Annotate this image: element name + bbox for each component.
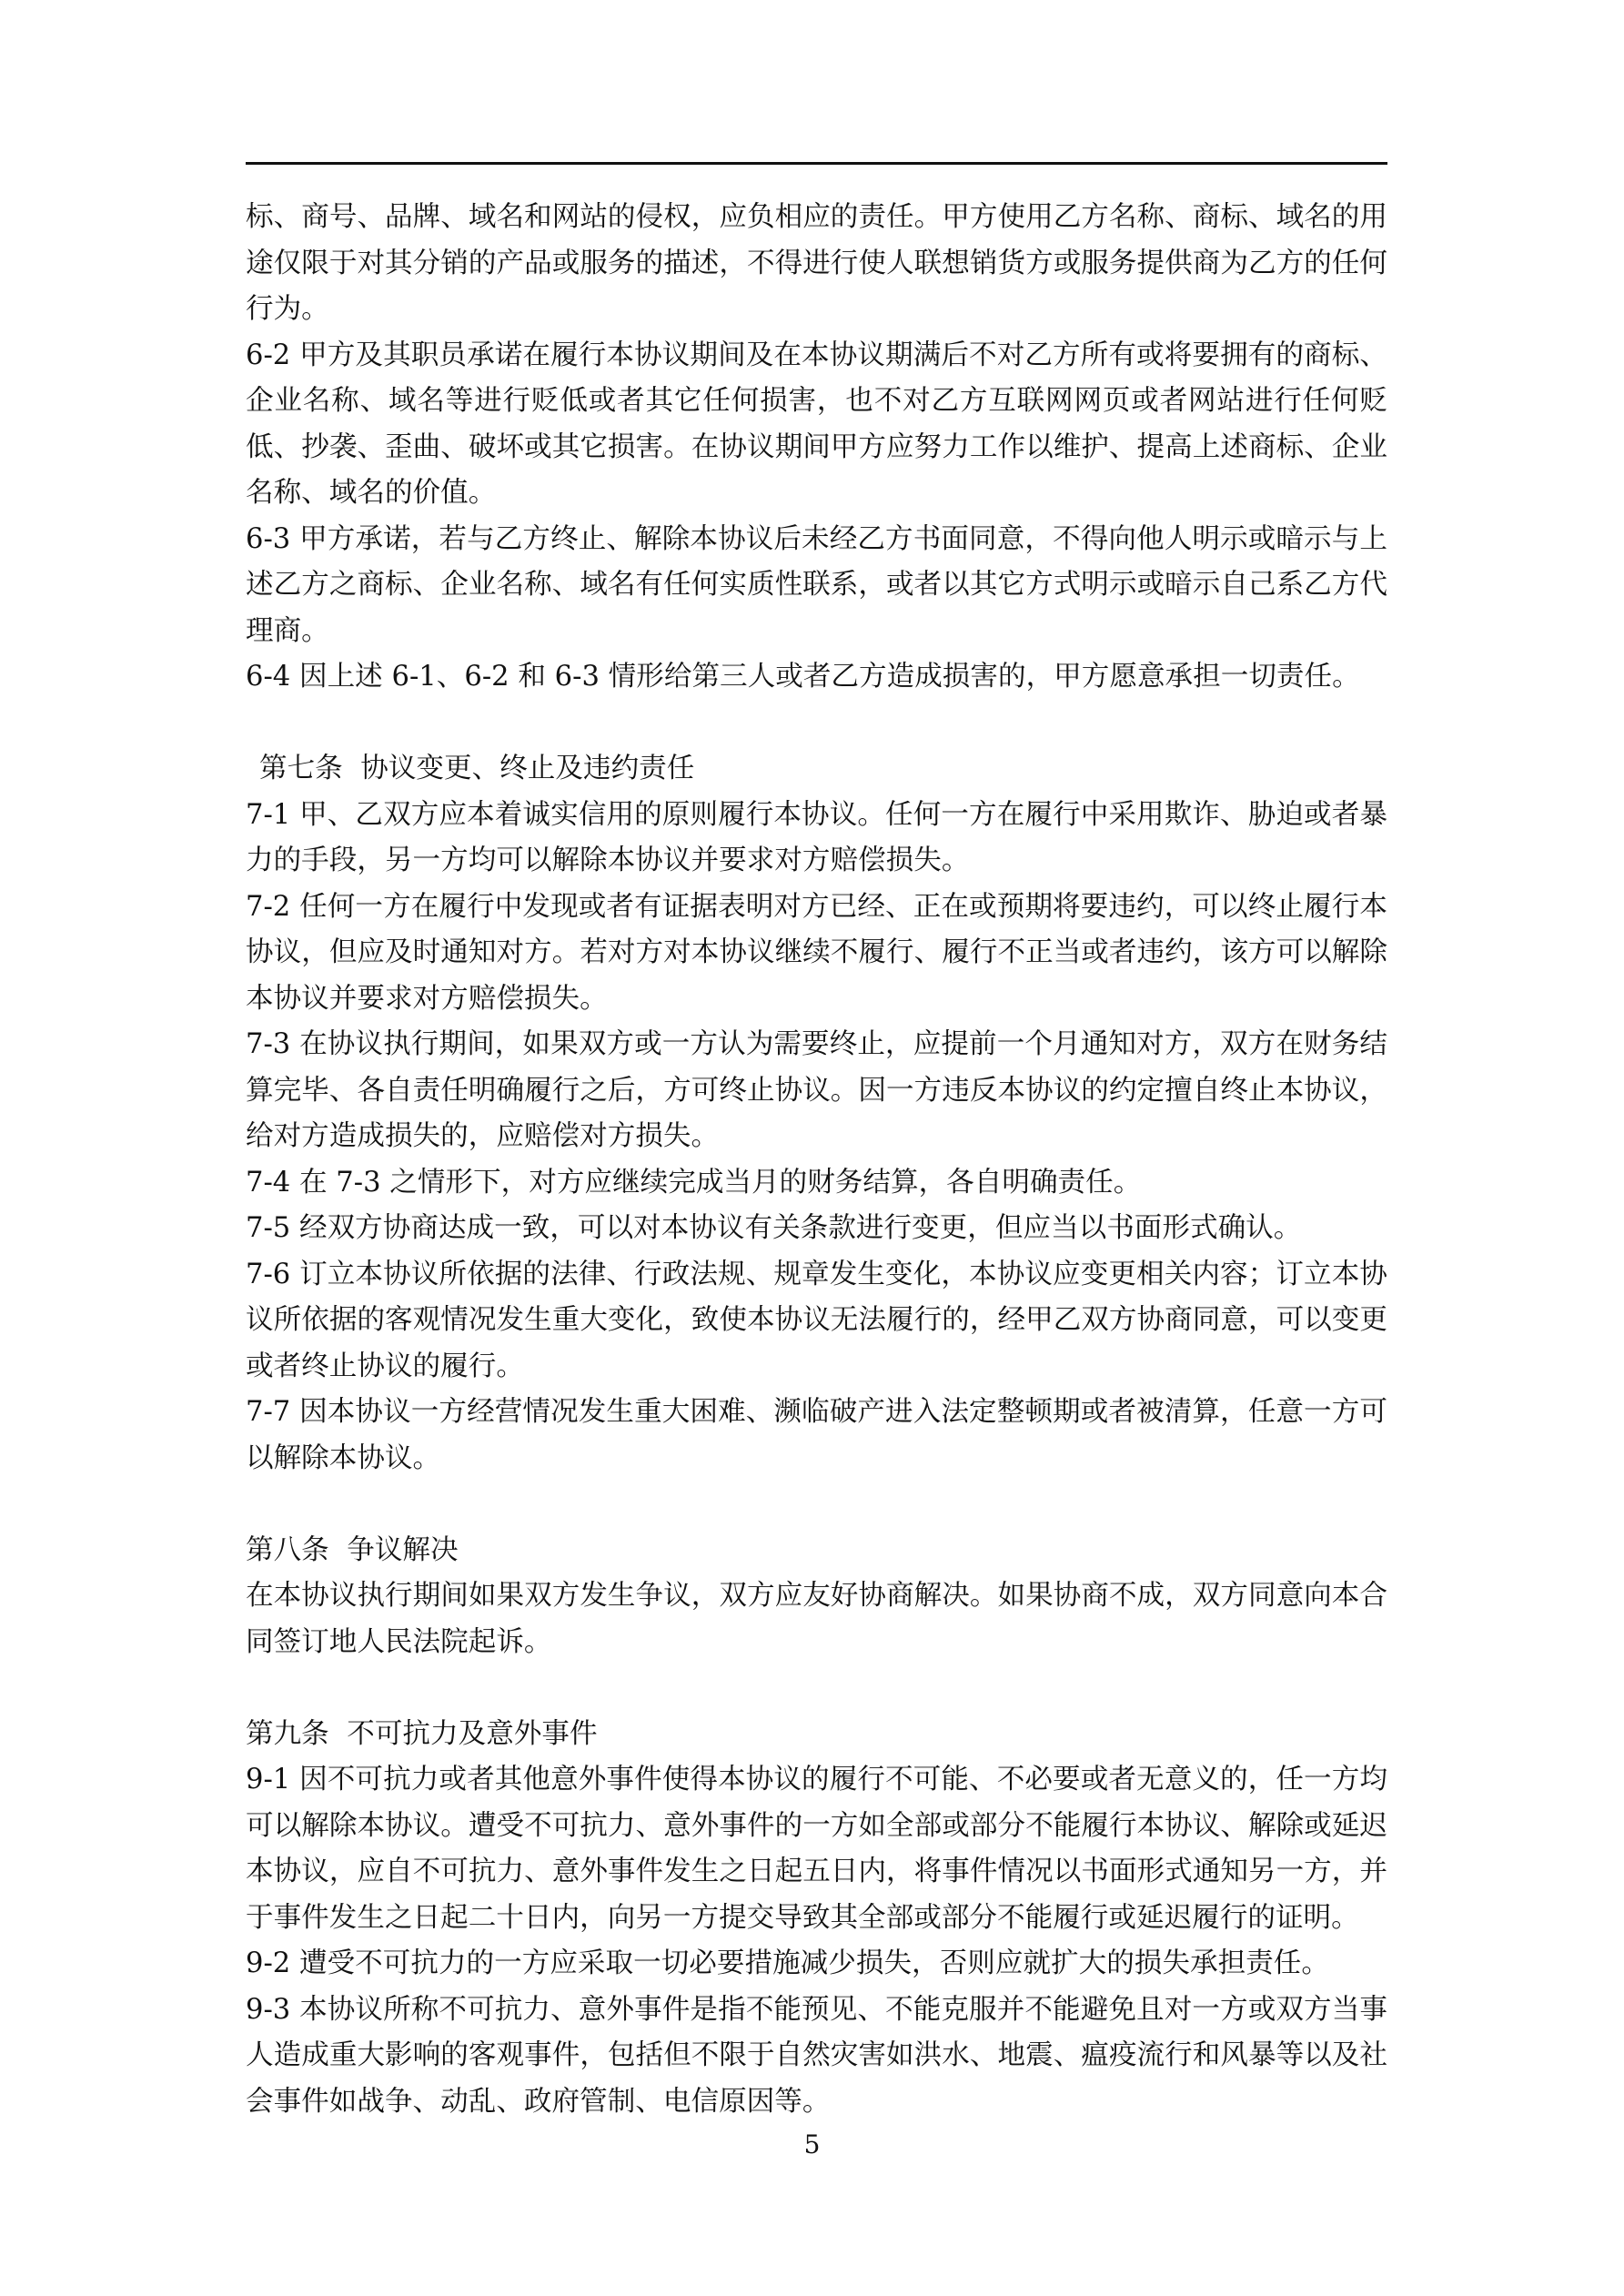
clause-6-4: 6-4 因上述 6-1、6-2 和 6-3 情形给第三人或者乙方造成损害的，甲方愿意承担一切责任。 bbox=[246, 661, 1360, 693]
clause-7-5: 7-5 经双方协商达成一致，可以对本协议有关条款进行变更，但应当以书面形式确认。 bbox=[246, 1212, 1302, 1244]
section-heading-article-8: 第八条 争议解决 bbox=[246, 1533, 459, 1566]
section-heading-article-9: 第九条 不可抗力及意外事件 bbox=[246, 1717, 598, 1750]
clause-6-3: 6-3 甲方承诺，若与乙方终止、解除本协议后未经乙方书面同意，不得向他人明示或暗示与上述乙方之商标、企业名称、域名有任何实质性联系，或者以其它方式明示或暗示自己系乙方代理商。 bbox=[246, 522, 1387, 647]
section-heading-article-7: 第七条 协议变更、终止及违约责任 bbox=[259, 753, 695, 784]
clause-7-2: 7-2 任何一方在履行中发现或者有证据表明对方已经、正在或预期将要违约，可以终止履行本协议，但应及时通知对方。若对方对本协议继续不履行、履行不正当或者违约，该方可以解除本协议并要求对方赔偿损失。 bbox=[246, 890, 1387, 1015]
clause-7-7: 7-7 因本协议一方经营情况发生重大困难、濒临破产进入法定整顿期或者被清算，任意一方可以解除本协议。 bbox=[246, 1396, 1387, 1474]
header-rule bbox=[246, 162, 1387, 165]
clause-7-3: 7-3 在协议执行期间，如果双方或一方认为需要终止，应提前一个月通知对方，双方在财务结算完毕、各自责任明确履行之后，方可终止协议。因一方违反本协议的约定擅自终止本协议，给对方造成损失的，应赔偿对方损失。 bbox=[246, 1028, 1387, 1152]
section-gap bbox=[246, 701, 1387, 747]
clause-9-3: 9-3 本协议所称不可抗力、意外事件是指不能预见、不能克服并不能避免且对一方或双方当事人造成重大影响的客观事件，包括但不限于自然灾害如洪水、地震、瘟疫流行和风暴等以及社会事件如战争、动乱、政府管制、电信原因等。 bbox=[246, 1993, 1387, 2118]
clause-9-1: 9-1 因不可抗力或者其他意外事件使得本协议的履行不可能、不必要或者无意义的，任一方均可以解除本协议。遭受不可抗力、意外事件的一方如全部或部分不能履行本协议、解除或延迟本协议，应自不可抗力、意外事件发生之日起五日内，将事件情况以书面形式通知另一方，并于事件发生之日起二十日内，向另一方提交导致其全部或部分不能履行或延迟履行的证明。 bbox=[246, 1764, 1387, 1934]
clause-7-1: 7-1 甲、乙双方应本着诚实信用的原则履行本协议。任何一方在履行中采用欺诈、胁迫或者暴力的手段，另一方均可以解除本协议并要求对方赔偿损失。 bbox=[246, 798, 1387, 876]
clause-8-body: 在本协议执行期间如果双方发生争议，双方应友好协商解决。如果协商不成，双方同意向本合同签订地人民法院起诉。 bbox=[246, 1580, 1387, 1658]
section-gap bbox=[246, 1665, 1387, 1712]
document-body bbox=[246, 195, 1387, 2125]
clause-7-6: 7-6 订立本协议所依据的法律、行政法规、规章发生变化，本协议应变更相关内容；订立本协议所依据的客观情况发生重大变化，致使本协议无法履行的，经甲乙双方协商同意，可以变更或者终止协议的履行。 bbox=[246, 1258, 1387, 1382]
clause-6-1-continuation: 标、商号、品牌、域名和网站的侵权，应负相应的责任。甲方使用乙方名称、商标、域名的用途仅限于对其分销的产品或服务的描述，不得进行使人联想销货方或服务提供商为乙方的任何行为。 bbox=[246, 201, 1387, 325]
section-gap bbox=[246, 1482, 1387, 1528]
clause-9-2: 9-2 遭受不可抗力的一方应采取一切必要措施减少损失，否则应就扩大的损失承担责任。 bbox=[246, 1947, 1329, 1979]
page-number: 5 bbox=[803, 2129, 821, 2159]
clause-6-2: 6-2 甲方及其职员承诺在履行本协议期间及在本协议期满后不对乙方所有或将要拥有的商标、企业名称、域名等进行贬低或者其它任何损害，也不对乙方互联网网页或者网站进行任何贬低、抄袭、歪曲、破坏或其它损害。在协议期间甲方应努力工作以维护、提高上述商标、企业名称、域名的价值。 bbox=[246, 339, 1387, 509]
clause-7-4: 7-4 在 7-3 之情形下，对方应继续完成当月的财务结算，各自明确责任。 bbox=[246, 1166, 1142, 1199]
